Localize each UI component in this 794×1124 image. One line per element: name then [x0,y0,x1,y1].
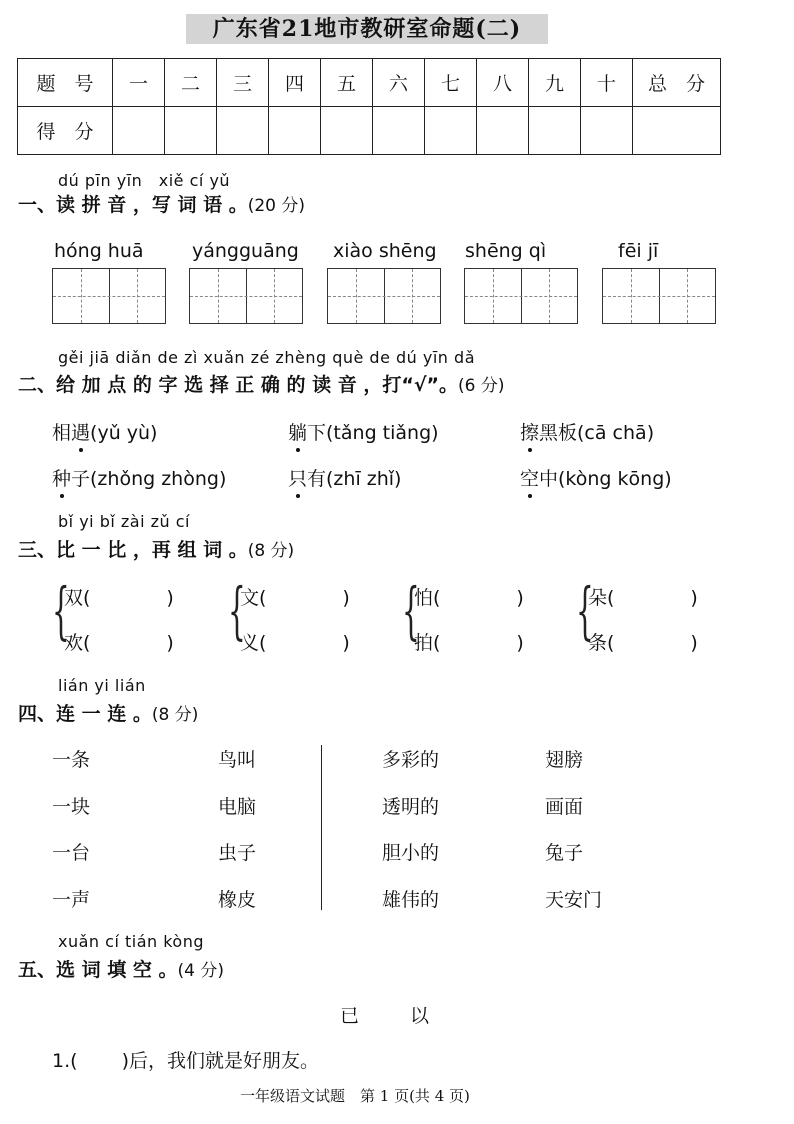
compare-word[interactable]: 欢( ) [64,632,174,654]
section3-pinyin: bǐ yi bǐ zài zǔ cí [58,512,190,531]
match-item[interactable]: 一块 [52,796,91,818]
pinyin-word: yángguāng [192,240,299,262]
match-item[interactable]: 鸟叫 [218,749,257,771]
page-footer: 一年级语文试题 第 1 页(共 4 页) [240,1087,470,1105]
dotted-char: 躺 [288,418,307,445]
score-header-cell: 十 [581,59,633,107]
match-item[interactable]: 一台 [52,842,91,864]
match-item[interactable]: 透明的 [382,796,440,818]
writing-grid[interactable] [189,268,303,324]
dotted-char: 种 [52,464,71,491]
word-option: 已 [340,1005,360,1027]
section5-heading [18,955,224,982]
section2-heading [18,370,505,397]
score-table-header-row [18,59,721,107]
match-item[interactable]: 橡皮 [218,889,257,911]
score-header-cell: 题 号 [18,59,113,107]
reading-item[interactable]: 只有(zhī zhǐ) [288,464,401,491]
match-item[interactable]: 一条 [52,749,91,771]
section2-pinyin: gěi jiā diǎn de zì xuǎn zé zhèng què de dú yīn dǎ [58,348,475,367]
section4-points: (8 分) [151,705,199,725]
score-cell[interactable] [321,107,373,155]
column-divider [321,745,322,910]
compare-word[interactable]: 义( ) [240,632,350,654]
score-header-cell: 总 分 [633,59,721,107]
compare-word[interactable]: 朵( ) [588,587,698,609]
score-cell[interactable] [477,107,529,155]
match-item[interactable]: 雄伟的 [382,889,440,911]
score-table [17,58,721,155]
brace-icon: { [52,574,70,647]
dotted-char: 遇 [71,418,90,445]
writing-grid[interactable] [52,268,166,324]
score-cell[interactable] [113,107,165,155]
reading-item[interactable]: 种子(zhǒng zhòng) [52,464,226,491]
section3-heading [18,535,294,562]
score-cell[interactable] [373,107,425,155]
section1-points: (20 分) [247,196,306,216]
section4-heading [18,699,198,726]
dotted-char: 擦 [520,418,539,445]
section2-points: (6 分) [458,376,505,396]
match-item[interactable]: 翅膀 [545,749,584,771]
match-item[interactable]: 一声 [52,889,91,911]
score-header-cell: 八 [477,59,529,107]
compare-word[interactable]: 文( ) [240,587,350,609]
section5-pinyin: xuǎn cí tián kòng [58,932,204,951]
match-item[interactable]: 多彩的 [382,749,440,771]
compare-word[interactable]: 怕( ) [414,587,524,609]
score-cell[interactable] [633,107,721,155]
score-cell[interactable] [425,107,477,155]
score-cell[interactable] [529,107,581,155]
reading-item[interactable]: 躺下(tǎng tiǎng) [288,418,439,445]
score-cell[interactable] [165,107,217,155]
section2-title: 二、给 加 点 的 字 选 择 正 确 的 读 音 ，打“√”。 [18,374,459,396]
score-header-cell: 五 [321,59,373,107]
pinyin-word: xiào shēng [333,240,437,262]
score-header-cell: 九 [529,59,581,107]
writing-grid[interactable] [602,268,716,324]
score-row-label: 得 分 [18,107,113,155]
reading-item[interactable]: 擦黑板(cā chā) [520,418,654,445]
score-cell[interactable] [581,107,633,155]
word-option: 以 [410,1005,430,1027]
score-cell[interactable] [269,107,321,155]
fill-blank-question[interactable]: 1.( )后，我们就是好朋友。 [52,1050,319,1072]
score-cell[interactable] [217,107,269,155]
score-header-cell: 二 [165,59,217,107]
section5-title: 五、选 词 填 空 。 [18,959,178,981]
section1-heading [18,190,305,217]
match-item[interactable]: 兔子 [545,842,584,864]
section3-title: 三、比 一 比 ，再 组 词 。 [18,539,248,561]
compare-word[interactable]: 条( ) [588,632,698,654]
compare-word[interactable]: 拍( ) [414,632,524,654]
dotted-char: 空 [520,464,539,491]
pinyin-word: hóng huā [54,240,144,262]
score-header-cell: 一 [113,59,165,107]
section1-pinyin: dú pīn yīn xiě cí yǔ [58,171,231,190]
section4-title: 四、连 一 连 。 [18,703,152,725]
compare-word[interactable]: 双( ) [64,587,174,609]
match-item[interactable]: 胆小的 [382,842,440,864]
score-table-score-row [18,107,721,155]
brace-icon: { [228,574,246,647]
score-header-cell: 七 [425,59,477,107]
pinyin-word: shēng qì [465,240,547,262]
match-item[interactable]: 虫子 [218,842,257,864]
writing-grid[interactable] [327,268,441,324]
brace-icon: { [576,574,594,647]
section4-pinyin: lián yi lián [58,676,146,695]
score-header-cell: 三 [217,59,269,107]
writing-grid[interactable] [464,268,578,324]
pinyin-word: fēi jī [618,240,659,262]
match-item[interactable]: 电脑 [218,796,257,818]
section5-points: (4 分) [177,961,224,981]
dotted-char: 只 [288,464,307,491]
section1-title: 一、读 拼 音 ，写 词 语 。 [18,194,248,216]
page-title: 广东省21地市教研室命题(二) [186,14,548,44]
match-item[interactable]: 天安门 [545,889,603,911]
score-header-cell: 六 [373,59,425,107]
match-item[interactable]: 画面 [545,796,584,818]
reading-item[interactable]: 相遇(yǔ yù) [52,418,157,445]
brace-icon: { [402,574,420,647]
reading-item[interactable]: 空中(kòng kōng) [520,464,672,491]
section3-points: (8 分) [247,541,295,561]
score-header-cell: 四 [269,59,321,107]
